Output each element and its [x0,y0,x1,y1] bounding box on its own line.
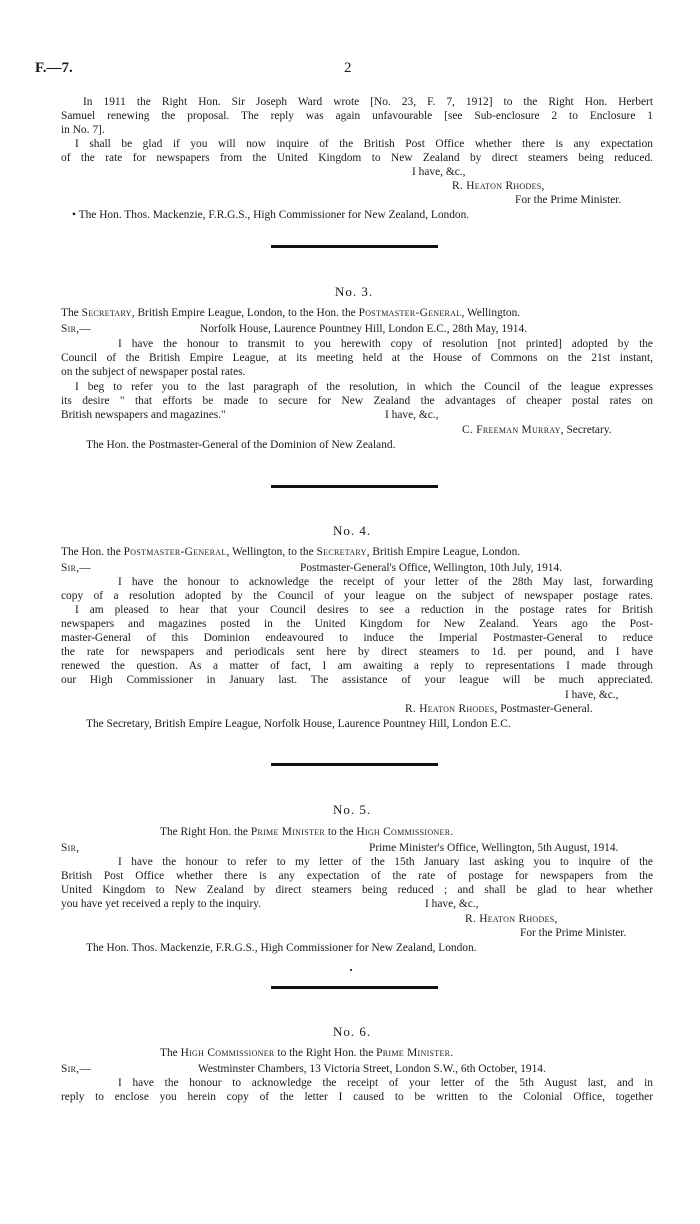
body-line: United Kingdom to New Zealand by direct steamers being reduced ; and shall be glad to hear whether [61,884,653,896]
body-line: renewed the question. As a matter of fact, I am awaiting a reply to representations I made through [61,660,653,672]
section-heading: No. 6. [333,1024,372,1039]
body-line: I have the honour to acknowledge the receipt of your letter of the 28th May last, forwarding [118,576,653,588]
page-code: F.—7. [35,60,73,76]
letter-address: Prime Minister's Office, Wellington, 5th August, 1914. [369,842,619,854]
closing: I have, &c., [385,409,439,421]
salutation: Sir,— [61,323,92,335]
body-line: British Post Office whether there is any expectation of the rate of postage for newspapers from the [61,870,653,882]
signer-line [405,702,593,716]
body-line: I shall be glad if you will now inquire of the British Post Office whether there is any expectation [75,138,653,150]
addressee: • The Hon. Thos. Mackenzie, F.R.G.S., High Commissioner for New Zealand, London. [72,209,470,221]
route-line [160,1046,453,1060]
section-divider [271,986,438,989]
route-post: . [450,1047,454,1059]
letter-address: Westminster Chambers, 13 Victoria Street, London S.W., 6th October, 1914. [198,1063,546,1075]
route-to: Postmaster-General [358,307,462,319]
signer: C. Freeman Murray [462,424,561,436]
closing: I have, &c., [425,898,479,910]
route-post: , Wellington. [461,307,521,319]
route-mid: , Wellington, to the [226,546,317,558]
body-line: newspapers and magazines posted in the United Kingdom for New Zealand. Years ago the Post- [61,618,653,630]
body-line: its desire " that efforts be made to secure for New Zealand the advantages of cheaper postal rates on [61,395,653,407]
route-line [61,306,520,320]
route-to: Secretary [316,546,367,558]
body-line: copy of a resolution adopted by the Council of your league on the subject of newspaper postage rates. [61,590,653,602]
route-from: Prime Minister [250,826,325,838]
route-line [160,825,453,839]
route-mid: to the [325,826,357,838]
signer: R. Heaton Rhodes, [465,913,558,925]
signer-title: For the Prime Minister. [520,927,627,939]
body-line: you have yet received a reply to the inquiry. [61,898,262,910]
signer-line [462,423,612,437]
salutation: Sir,— [61,562,92,574]
body-line: I have the honour to acknowledge the receipt of your letter of the 5th August last, and in [118,1077,653,1089]
signer-title: , Secretary. [560,424,612,436]
section-divider [271,485,438,488]
route-pre: The Hon. the [61,546,124,558]
route-from: Secretary [81,307,132,319]
body-line: In 1911 the Right Hon. Sir Joseph Ward wrote [No. 23, F. 7, 1912] to the Right Hon. Herbert [83,96,653,108]
section-heading: No. 4. [333,523,372,538]
signer: R. Heaton Rhodes [405,703,495,715]
body-line: of the rate for newspapers from the United Kingdom to New Zealand by direct steamers being reduced. [61,152,653,164]
route-mid: to the Right Hon. the [274,1047,377,1059]
body-line: I have the honour to refer to my letter of the 15th January last asking you to inquire of the [118,856,653,868]
signer-title: For the Prime Minister. [515,194,622,206]
addressee: The Hon. Thos. Mackenzie, F.R.G.S., High Commissioner for New Zealand, London. [86,942,477,954]
body-line: I am pleased to hear that your Council desires to see a reduction in the postage rates for British [75,604,653,616]
body-line: Samuel renewing the proposal. The reply was again unfavourable [see Sub-enclosure 2 to Enclosure 1 [61,110,653,122]
signer: R. Heaton Rhodes, [452,180,545,192]
body-line: master-General of this Dominion endeavoured to induce the Imperial Postmaster-General to reduce [61,632,653,644]
salutation: Sir, [61,842,80,854]
addressee: The Secretary, British Empire League, Norfolk House, Laurence Pountney Hill, London E.C. [86,718,511,730]
route-pre: The [61,307,82,319]
body-line: I beg to refer you to the last paragraph of the resolution, in which the Council of the league expresses [75,381,653,393]
addressee-text: The Hon. Thos. Mackenzie, F.R.G.S., High Commissioner for New Zealand, London. [78,209,470,221]
section-divider [271,245,438,248]
signer-title: , Postmaster-General. [494,703,593,715]
body-line: our High Commissioner in January last. The assistance of your league will be much appreciated. [61,674,653,686]
route-to: Prime Minister [376,1047,451,1059]
route-from: High Commissioner [180,1047,275,1059]
body-line: on the subject of newspaper postal rates. [61,366,246,378]
salutation: Sir,— [61,1063,92,1075]
route-post: . [450,826,454,838]
route-from: Postmaster-General [123,546,227,558]
letter-address: Norfolk House, Laurence Pountney Hill, London E.C., 28th May, 1914. [200,323,528,335]
body-line: reply to enclose you herein copy of the letter I caused to be written to the Colonial Office, together [61,1091,653,1103]
section-heading: No. 3. [335,284,374,299]
route-to: High Commissioner [356,826,451,838]
route-line [61,545,520,559]
route-post: , British Empire League, London. [366,546,521,558]
body-line: Council of the British Empire League, at its meeting held at the House of Commons on the 21st instant, [61,352,653,364]
closing: I have, &c., [565,689,619,701]
body-line: I have the honour to transmit to you herewith copy of resolution [not printed] adopted by the [118,338,653,350]
letter-address: Postmaster-General's Office, Wellington, 10th July, 1914. [300,562,563,574]
route-pre: The [160,1047,181,1059]
addressee: The Hon. the Postmaster-General of the Dominion of New Zealand. [86,439,396,451]
body-line: British newspapers and magazines." [61,409,226,421]
page-number: 2 [344,60,352,76]
body-line: in No. 7]. [61,124,105,136]
section-heading: No. 5. [333,802,372,817]
route-mid: , British Empire League, London, to the Hon. the [131,307,359,319]
route-pre: The Right Hon. the [160,826,251,838]
stray-mark [350,969,352,971]
section-divider [271,763,438,766]
body-line: the rate for newspapers and periodicals sent here by direct steamers to 1d. per pound, and I have [61,646,653,658]
closing: I have, &c., [412,166,466,178]
